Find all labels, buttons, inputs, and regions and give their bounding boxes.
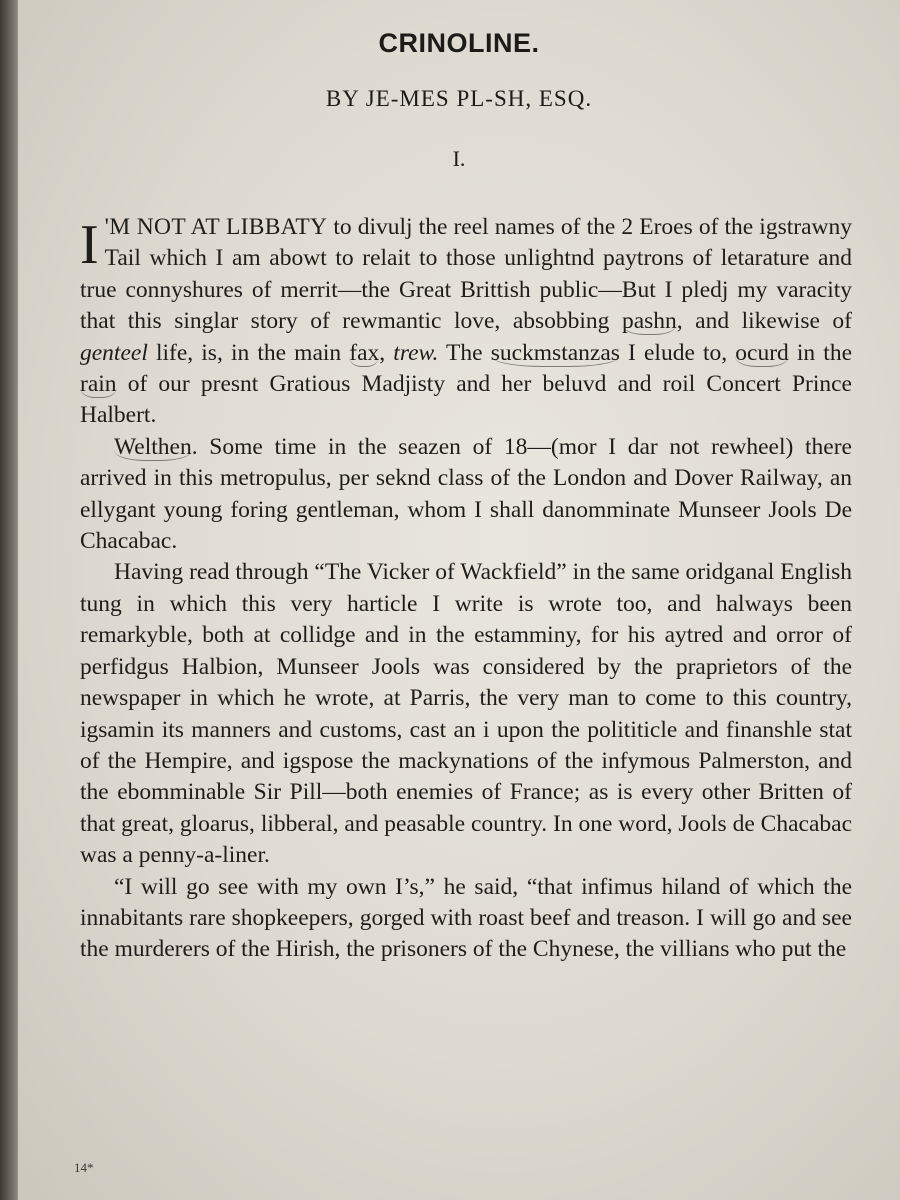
pencil-underlined-word: Welthen bbox=[114, 433, 192, 460]
text-run: life, is, in the main bbox=[147, 339, 350, 366]
text-run: to divulj the reel names of the 2 Eroes of the igstrawny Tail which I am abowt to relait to those unlightnd paytrons of letarature and true connyshures of merrit—the Great Brittish public—But I pledj my varacity that this singlar story of rewmantic love, absobbing bbox=[80, 214, 852, 335]
text-run: , and likewise of bbox=[676, 308, 852, 335]
pencil-underlined-word: fax bbox=[349, 339, 380, 366]
drop-cap: I bbox=[80, 214, 99, 276]
paragraph-4 bbox=[80, 872, 852, 966]
pencil-underlined-word: suckmstanzas bbox=[490, 339, 620, 366]
body-text bbox=[80, 212, 852, 966]
signature-mark: 14* bbox=[74, 1160, 94, 1175]
paragraph-2 bbox=[80, 432, 852, 558]
text-run: in the bbox=[788, 339, 853, 366]
chapter-number: I. bbox=[452, 146, 466, 171]
italic-word: trew. bbox=[393, 339, 439, 366]
pencil-underlined-word: pashn bbox=[621, 308, 677, 335]
text-run: The bbox=[438, 339, 491, 366]
pencil-underlined-word: ocurd bbox=[735, 339, 789, 366]
text-run: , bbox=[379, 339, 394, 366]
opening-small-caps: 'M NOT AT LIBBATY bbox=[104, 214, 328, 240]
text-run: I elude to, bbox=[619, 339, 736, 366]
text-run: Having read through “The Vicker of Wackfield” in the same oridganal English tung in which this very harticle I write is wrote too, and halways been remarkyble, both at collidge and in the estamminy, for his aytred and orror of perfidgus Halbion, Munseer Jools was considered by the praprietors of the newspaper in which he wrote, at Parris, the very man to come to this country, igsamin its manners and customs, cast an i upon the polititicle and finanshle stat of the Hempire, and igspose the mackynations of the infymous Palmerston, and the ebomminable Sir Pill—both enemies of France; as is every other Britten of that great, gloarus, libberal, and peasable country. In one word, Jools de Chacabac was a penny-a-liner. bbox=[80, 559, 852, 869]
text-run: “I will go see with my own I’s,” he said, “that infimus hiland of which the innabitants rare shopkeepers, gorged with roast beef and treason. I will go and see the murderers of the Hirish, the prisoners of the Chynese, the villians who put the bbox=[80, 873, 852, 963]
paragraph-3 bbox=[80, 557, 852, 871]
paragraph-1 bbox=[80, 212, 852, 432]
text-run: of our presnt Gratious Madjisty and her beluvd and roil Concert Prince Halbert. bbox=[80, 371, 852, 429]
text-run: . Some time in the seazen of 18—(mor I dar not rewheel) there arrived in this metropulus, per seknd class of the London and Dover Railway, an ellygant young foring gentleman, whom I shall danomminate Munseer Jools De Chacabac. bbox=[80, 433, 852, 555]
pencil-underlined-word: rain bbox=[80, 371, 117, 398]
page-title: CRINOLINE. bbox=[378, 28, 540, 58]
italic-word: genteel bbox=[80, 339, 148, 366]
book-page bbox=[18, 0, 900, 1200]
byline: BY JE-MES PL-SH, ESQ. bbox=[325, 86, 593, 111]
